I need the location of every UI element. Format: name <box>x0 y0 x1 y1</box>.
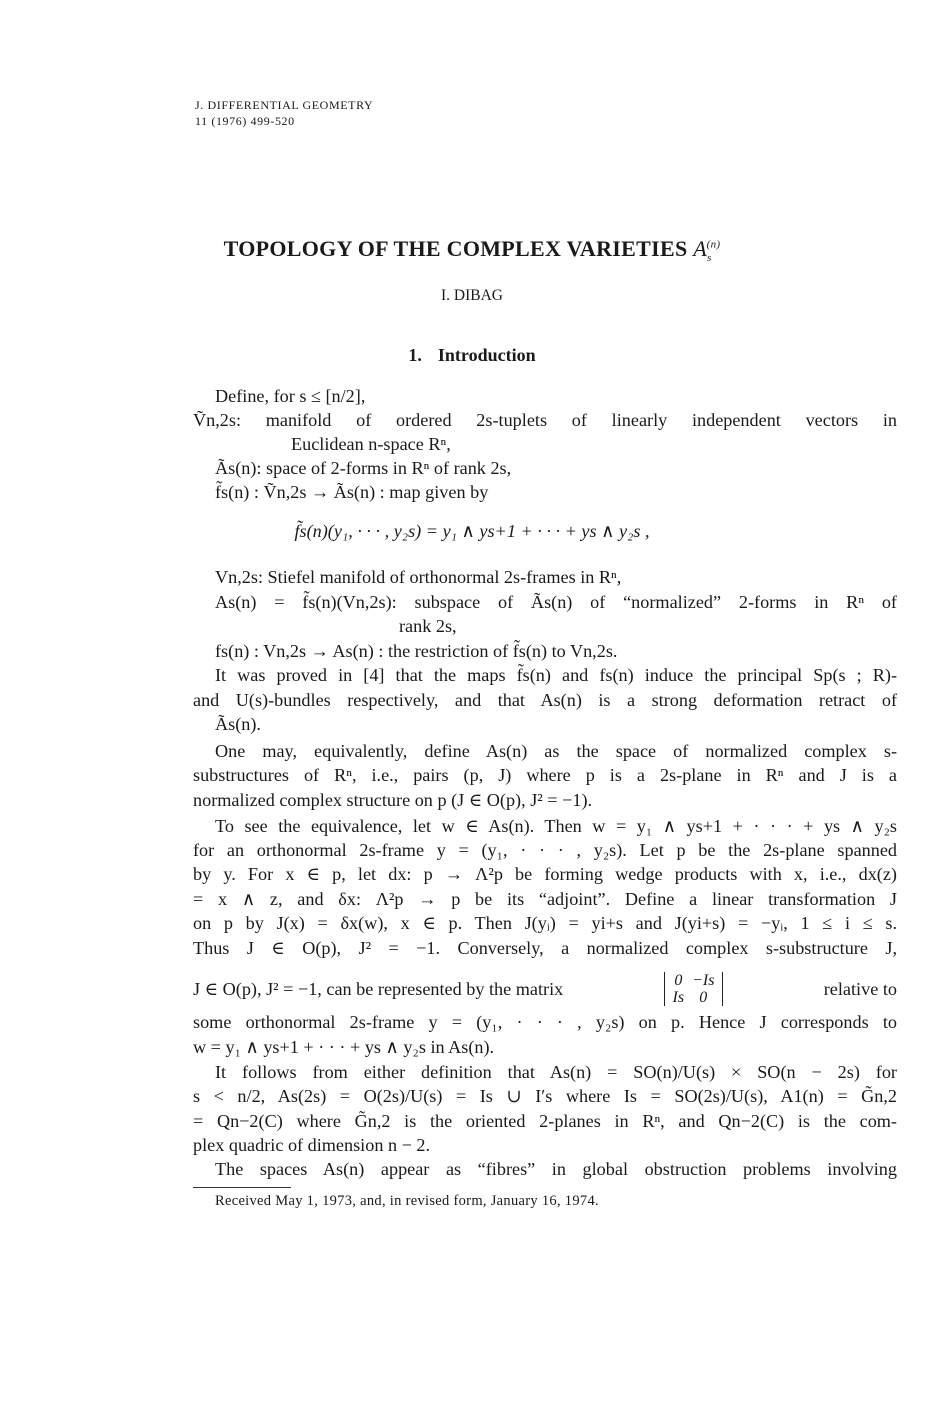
text-line: by y. For x ∈ p, let dx: p → Λ²p be forming wedge products with x, i.e., dx(z) <box>193 864 897 884</box>
section-heading <box>0 345 944 366</box>
text-segment: relative to <box>823 978 897 999</box>
matrix-cell: 0 <box>699 989 708 1006</box>
title-symbol: $A_s^{(n)}$ <box>693 236 721 265</box>
footnote: Received May 1, 1973, and, in revised form, January 16, 1974. <box>215 1193 599 1209</box>
paper-title <box>0 236 944 265</box>
text-segment: J ∈ O(p), J² = −1, can be represented by the matrix <box>193 978 564 999</box>
journal-name: J. DIFFERENTIAL GEOMETRY <box>195 98 374 112</box>
display-formula: f̃s(n)(y₁, · · · , y₂s) = y₁ ∧ ys+1 + · · · + ys ∧ y₂s , <box>294 521 650 541</box>
text-line: = Qn−2(C) where G̃n,2 is the oriented 2-planes in Rⁿ, and Qn−2(C) is the com- <box>193 1111 897 1131</box>
author: I. DIBAG <box>441 287 503 304</box>
journal-header <box>195 97 373 129</box>
text-line: It was proved in [4] that the maps f̃s(n) and fs(n) induce the principal Sp(s ; R)- <box>215 665 897 685</box>
matrix-line <box>193 972 897 1006</box>
text-line: Ṽn,2s: manifold of ordered 2s-tuplets of linearly independent vectors in <box>193 410 897 430</box>
footnote-rule <box>193 1187 291 1188</box>
paper-title-text: TOPOLOGY OF THE COMPLEX VARIETIES <box>223 236 688 261</box>
text-line: and U(s)-bundles respectively, and that As(n) is a strong deformation retract of <box>193 690 897 710</box>
text-line: As(n) = f̃s(n)(Vn,2s): subspace of Ãs(n) of “normalized” 2-forms in Rⁿ of <box>215 592 897 612</box>
text-line: plex quadric of dimension n − 2. <box>193 1135 431 1155</box>
text-line: Ãs(n). <box>215 714 261 734</box>
text-line: for an orthonormal 2s-frame y = (y₁, · · · , y₂s). Let p be the 2s-plane spanned <box>193 840 897 860</box>
text-line: normalized complex structure on p (J ∈ O(p), J² = −1). <box>193 790 593 810</box>
text-line: One may, equivalently, define As(n) as the space of normalized complex s- <box>215 741 897 761</box>
text-line: To see the equivalence, let w ∈ As(n). Then w = y₁ ∧ ys+1 + · · · + ys ∧ y₂s <box>215 816 897 836</box>
section-number: 1. <box>408 345 422 365</box>
text-line: fs(n) : Vn,2s → As(n) : the restriction of f̃s(n) to Vn,2s. <box>215 641 618 661</box>
text-line: some orthonormal 2s-frame y = (y₁, · · · , y₂s) on p. Hence J corresponds to <box>193 1012 897 1032</box>
text-line: Ãs(n): space of 2-forms in Rⁿ of rank 2s, <box>215 458 512 478</box>
text-line: It follows from either definition that As(n) = SO(n)/U(s) × SO(n − 2s) for <box>215 1062 897 1082</box>
text-line: s < n/2, As(2s) = O(2s)/U(s) = Is ∪ I′s where Is = SO(2s)/U(s), A1(n) = G̃n,2 <box>193 1086 897 1106</box>
text-line: rank 2s, <box>399 616 457 636</box>
text-line: Thus J ∈ O(p), J² = −1. Conversely, a normalized complex s-substructure J, <box>193 938 897 958</box>
matrix-cell: 0 <box>674 972 683 989</box>
journal-volume: 11 (1976) 499-520 <box>195 114 295 128</box>
text-line: Vn,2s: Stiefel manifold of orthonormal 2s-frames in Rⁿ, <box>215 567 622 587</box>
text-line: w = y₁ ∧ ys+1 + · · · + ys ∧ y₂s in As(n). <box>193 1037 495 1057</box>
text-line: = x ∧ z, and δx: Λ²p → p be its “adjoint”. Define a linear transformation J <box>193 889 897 909</box>
text-line: The spaces As(n) appear as “fibres” in global obstruction problems involving <box>215 1159 897 1179</box>
matrix-cell: −Is <box>692 972 715 989</box>
matrix-cell: Is <box>672 989 685 1006</box>
text-line: Euclidean n-space Rⁿ, <box>291 434 451 454</box>
text-line: substructures of Rⁿ, i.e., pairs (p, J) where p is a 2s-plane in Rⁿ and J is a <box>193 765 897 785</box>
matrix <box>664 972 724 1006</box>
text-line: Define, for s ≤ [n/2], <box>215 386 366 406</box>
section-title: Introduction <box>437 345 536 365</box>
text-line: on p by J(x) = δx(w), x ∈ p. Then J(yᵢ) = yi+s and J(yi+s) = −yᵢ, 1 ≤ i ≤ s. <box>193 913 897 933</box>
text-line: f̃s(n) : Ṽn,2s → Ãs(n) : map given by <box>215 482 489 502</box>
